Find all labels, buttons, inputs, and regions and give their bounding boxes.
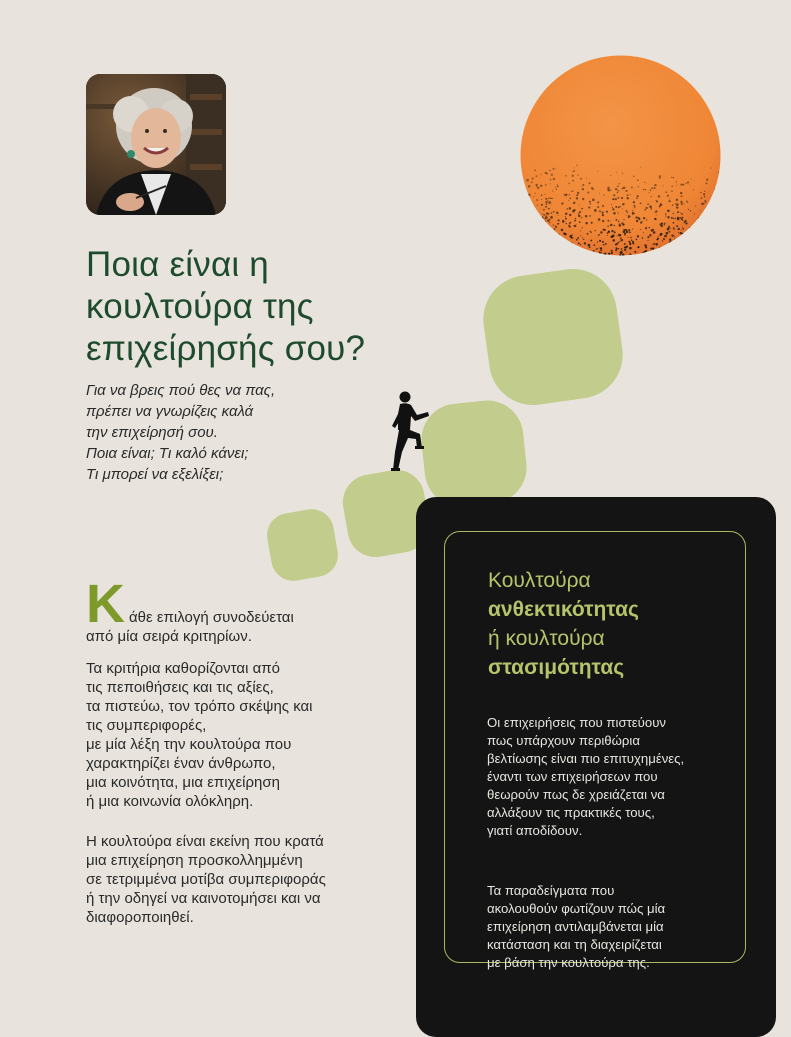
body-p2-line: με μία λέξη την κουλτούρα που (86, 735, 386, 754)
green-blob-medium (418, 397, 530, 510)
body-p3-line: μια επιχείρηση προσκολλημμένη (86, 851, 386, 870)
body-p3-line: ή την οδηγεί να καινοτομήσει και να (86, 889, 386, 908)
title-line-3: επιχείρησής σου? (86, 328, 466, 370)
body-p2-line: τις πεποιθήσεις και τις αξίες, (86, 678, 386, 697)
body-p1-line-1: άθε επιλογή συνοδεύεται (129, 608, 294, 627)
intro-text (86, 380, 346, 485)
green-blob-smallest (264, 506, 342, 585)
panel-p1-line: αλλάξουν τις πρακτικές τους, (487, 804, 727, 822)
intro-line-2: πρέπει να γνωρίζεις καλά (86, 401, 346, 422)
panel-heading-line-3: ή κουλτούρα (488, 624, 728, 653)
body-p2-line: χαρακτηρίζει έναν άνθρωπο, (86, 754, 386, 773)
body-p2-line: τα πιστεύω, τον τρόπο σκέψης και (86, 697, 386, 716)
body-paragraph-2 (86, 659, 386, 811)
intro-line-4: Ποια είναι; Τι καλό κάνει; (86, 443, 346, 464)
panel-p1-line: Οι επιχειρήσεις που πιστεύουν (487, 714, 727, 732)
panel-heading-line-2: ανθεκτικότητας (488, 595, 728, 624)
intro-line-5: Τι μπορεί να εξελίξει; (86, 464, 346, 485)
panel-body (487, 700, 727, 986)
panel-p1-line: θεωρούν πως δε χρειάζεται να (487, 786, 727, 804)
intro-line-1: Για να βρεις πού θες να πας, (86, 380, 346, 401)
panel-heading (488, 566, 728, 682)
drop-cap: Κ (86, 581, 125, 627)
panel-p1-line: βελτίωσης είναι πιο επιτυχημένες, (487, 750, 727, 768)
panel-p2-line: με βάση την κουλτούρα της. (487, 954, 727, 972)
panel-heading-line-1: Κουλτούρα (488, 566, 728, 595)
panel-p1-line: γιατί αποδίδουν. (487, 822, 727, 840)
body-p1-line-2: από μία σειρά κριτηρίων. (86, 627, 252, 646)
panel-p2-line: επιχείρηση αντιλαμβάνεται μία (487, 918, 727, 936)
panel-p1-line: έναντι των επιχειρήσεων που (487, 768, 727, 786)
panel-p1-line: πως υπάρχουν περιθώρια (487, 732, 727, 750)
body-p3-line: σε τετριμμένα μοτίβα συμπεριφοράς (86, 870, 386, 889)
body-p2-line: μια κοινότητα, μια επιχείρηση (86, 773, 386, 792)
body-paragraph-3 (86, 832, 386, 927)
title-line-1: Ποια είναι η (86, 244, 466, 286)
body-p3-line: Η κουλτούρα είναι εκείνη που κρατά (86, 832, 386, 851)
body-p3-line: διαφοροποιηθεί. (86, 908, 386, 927)
panel-heading-line-4: στασιμότητας (488, 653, 728, 682)
body-p2-line: τις συμπεριφορές, (86, 716, 386, 735)
panel-p2-line: ακολουθούν φωτίζουν πώς μία (487, 900, 727, 918)
intro-line-3: την επιχείρησή σου. (86, 422, 346, 443)
orange-sun-icon (520, 55, 721, 256)
green-blob-large (478, 263, 629, 410)
title-line-2: κουλτούρα της (86, 286, 466, 328)
climbing-man-icon (386, 390, 432, 472)
body-p2-line: Τα κριτήρια καθορίζονται από (86, 659, 386, 678)
panel-p2-line: κατάσταση και τη διαχειρίζεται (487, 936, 727, 954)
portrait-photo (86, 74, 226, 215)
panel-p2-line: Τα παραδείγματα που (487, 882, 727, 900)
body-p2-line: ή μια κοινωνία ολόκληρη. (86, 792, 386, 811)
page-title (86, 244, 466, 370)
